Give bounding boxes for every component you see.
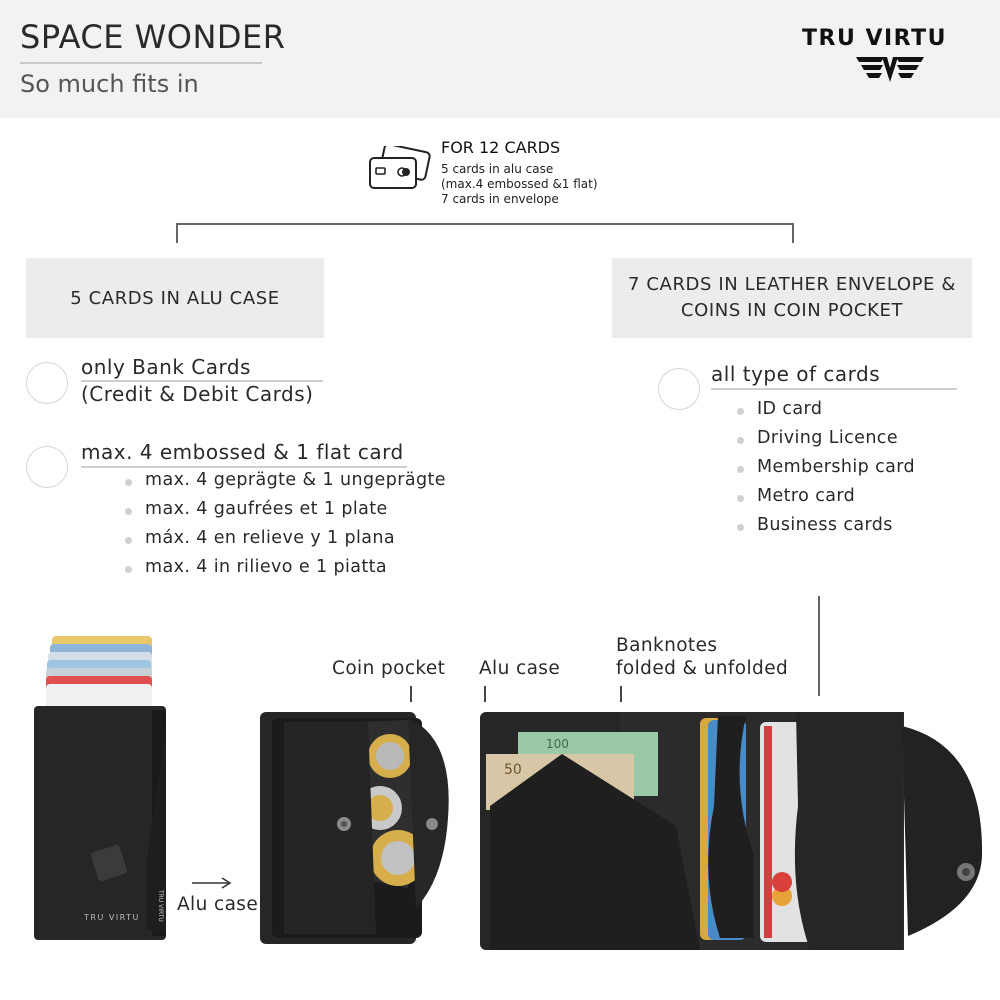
coin-pocket-illustration — [258, 708, 458, 946]
circle-marker — [26, 446, 68, 488]
envelope-open-illustration — [478, 706, 988, 954]
translation-item: max. 4 in rilievo e 1 piatta — [145, 557, 388, 577]
card-type-item: Membership card — [757, 457, 916, 477]
feature-text: (Credit & Debit Cards) — [81, 382, 314, 406]
caption-banknotes: Banknotes — [616, 635, 718, 656]
brand-name: TRU VIRTU — [802, 26, 948, 51]
page-subtitle: So much fits in — [20, 70, 199, 98]
bullet — [737, 437, 744, 444]
caption-alu-case: Alu case — [479, 658, 561, 679]
capacity-line: 5 cards in alu case — [441, 162, 554, 176]
card-type-item: Business cards — [757, 515, 893, 535]
bullet — [737, 524, 744, 531]
bullet — [737, 408, 744, 415]
feature-text: only Bank Cards — [81, 355, 251, 379]
circle-marker — [26, 362, 68, 404]
cards-icon — [366, 146, 434, 196]
feature-rule — [711, 388, 957, 390]
wallet-closed-illustration — [28, 630, 178, 946]
bullet — [125, 479, 132, 486]
translation-item: máx. 4 en relieve y 1 plana — [145, 528, 396, 548]
feature-rule — [81, 466, 407, 468]
feature-embossed: max. 4 embossed & 1 flat card — [81, 440, 404, 464]
caption-alu-case-arrow: Alu case — [177, 894, 259, 915]
bracket-horizontal — [176, 223, 794, 225]
circle-marker — [658, 368, 700, 410]
page-title: SPACE WONDER — [20, 18, 286, 56]
banknote-100-text: 100 — [546, 737, 569, 751]
card-type-item: Metro card — [757, 486, 856, 506]
bullet — [737, 466, 744, 473]
caption-banknotes-detail: folded & unfolded — [616, 658, 789, 679]
feature-all-cards: all type of cards — [711, 362, 881, 386]
banknote-50-text: 50 — [504, 762, 522, 778]
bullet — [737, 495, 744, 502]
card-type-item: Driving Licence — [757, 428, 898, 448]
caption-tick — [620, 686, 622, 702]
caption-tick — [410, 686, 412, 702]
bullet — [125, 566, 132, 573]
wallet-spine-text: TRU VIRTU — [157, 890, 164, 922]
feature-bank-cards — [81, 354, 251, 381]
wallet-brand-text: TRU VIRTU — [84, 913, 140, 922]
alu-case-heading: 5 CARDS IN ALU CASE — [26, 258, 324, 338]
title-underline — [20, 62, 262, 64]
translation-item: max. 4 geprägte & 1 ungeprägte — [145, 470, 446, 490]
caption-tick — [484, 686, 486, 702]
pointer-line — [818, 596, 820, 696]
capacity-title: FOR 12 CARDS — [441, 138, 561, 157]
bullet — [125, 508, 132, 515]
bracket-left — [176, 223, 178, 243]
card-type-item: ID card — [757, 399, 823, 419]
translation-item: max. 4 gaufrées et 1 plate — [145, 499, 388, 519]
capacity-line: (max.4 embossed &1 flat) — [441, 177, 598, 191]
envelope-heading: 7 CARDS IN LEATHER ENVELOPE & COINS IN COIN POCKET — [612, 258, 972, 338]
bracket-right — [792, 223, 794, 243]
capacity-line: 7 cards in envelope — [441, 192, 559, 206]
tru-virtu-wing-logo-icon — [854, 54, 926, 84]
arrow-right-icon — [192, 876, 234, 890]
caption-coin-pocket: Coin pocket — [332, 658, 446, 679]
bullet — [125, 537, 132, 544]
